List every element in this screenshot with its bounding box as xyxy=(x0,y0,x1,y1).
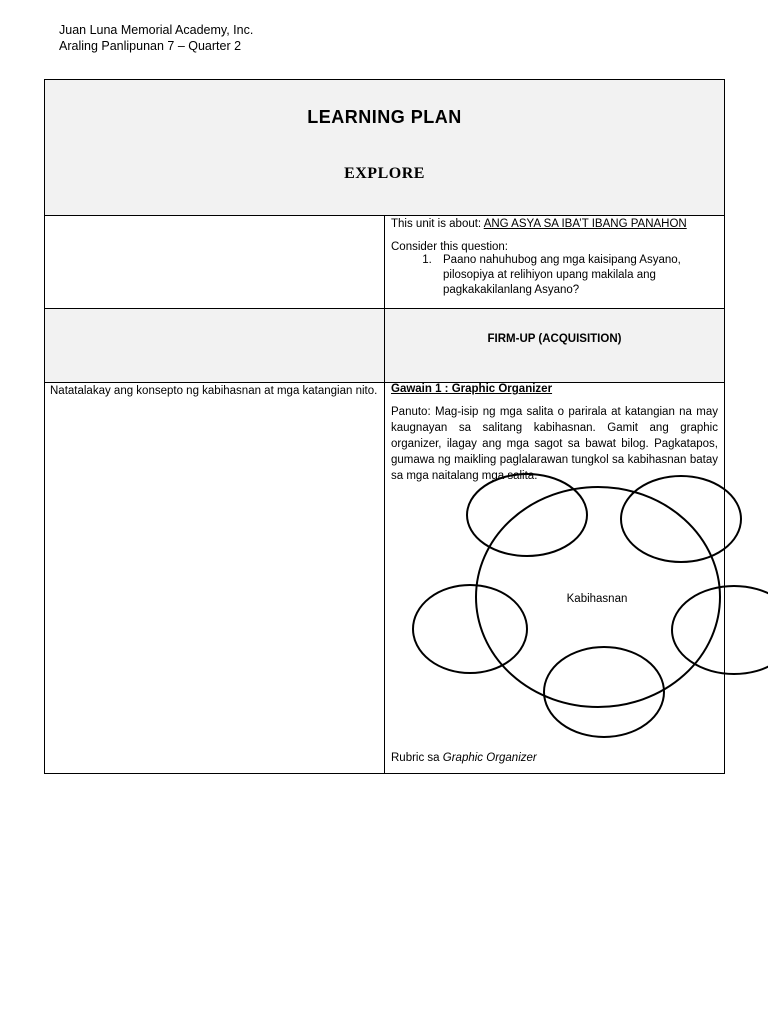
bubble-top-right xyxy=(621,476,741,562)
question-list xyxy=(391,253,718,298)
activity-row xyxy=(45,383,725,774)
unit-left-cell xyxy=(45,216,385,309)
bubble-bottom xyxy=(544,647,664,737)
objective-cell: Natatalakay ang konsepto ng kabihasnan at mga katangian nito. xyxy=(45,383,385,774)
question-intro: Consider this question: xyxy=(391,241,508,253)
rubric-prefix: Rubric sa xyxy=(391,752,443,764)
unit-row xyxy=(45,216,725,309)
section-left-cell xyxy=(45,309,385,383)
plan-title: LEARNING PLAN xyxy=(307,107,462,127)
unit-cell xyxy=(385,216,725,309)
activity-instructions: Panuto: Mag-isip ng mga salita o parirala at katangian na may kaugnayan sa salitang kabihasnan. Gamit ang graphic organizer, ilagay ang mga sagot sa bawat bilog. Pagkatapos, gumawa ng maikling paglalarawan tungkol sa kabihasnan batay sa mga naitalang mga salita. xyxy=(391,406,718,482)
center-label: Kabihasnan xyxy=(566,593,628,605)
bubble-top-left xyxy=(467,474,587,556)
school-name: Juan Luna Memorial Academy, Inc. xyxy=(59,23,254,37)
title-cell xyxy=(45,80,725,216)
essential-question: 1. Paano nahuhubog ang mga kaisipang Asyano, pilosopiya at relihiyon upang makilala ang pagkakakilanlang Asyano? xyxy=(435,253,718,298)
activity-cell xyxy=(385,383,725,774)
rubric-italic: Graphic Organizer xyxy=(442,752,537,764)
unit-line xyxy=(391,218,718,230)
bubble-left xyxy=(413,585,527,673)
document-header xyxy=(59,22,253,54)
section-label: FIRM-UP (ACQUISITION) xyxy=(385,309,725,383)
graphic-organizer xyxy=(385,473,768,743)
rubric-line xyxy=(391,752,537,764)
plan-subtitle: EXPLORE xyxy=(344,165,425,182)
unit-prefix: This unit is about: xyxy=(391,218,484,230)
section-row xyxy=(45,309,725,383)
course-quarter: Araling Panlipunan 7 – Quarter 2 xyxy=(59,39,242,53)
unit-topic: ANG ASYA SA IBA’T IBANG PANAHON xyxy=(483,218,687,230)
title-row xyxy=(45,80,725,216)
activity-title: Gawain 1 : Graphic Organizer xyxy=(391,383,553,395)
learning-plan-table xyxy=(44,79,725,774)
